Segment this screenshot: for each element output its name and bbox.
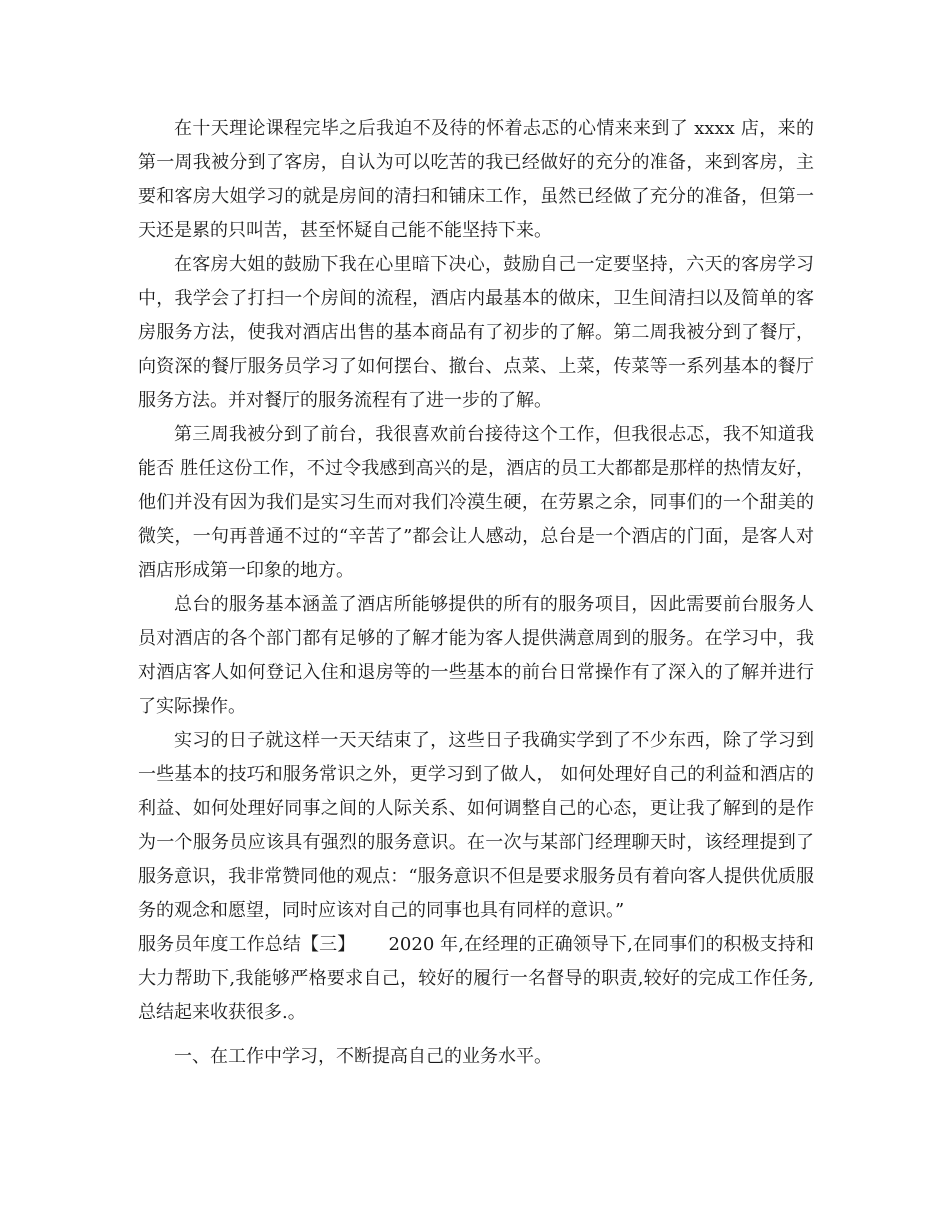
subheading: 一、在工作中学习，不断提高自己的业务水平。 bbox=[174, 1046, 552, 1067]
paragraph-front-desk-service: 总台的服务基本涵盖了酒店所能够提供的所有的服务项目，因此需要前台服务人员对酒店的各个部门都有足够的了解才能为客人提供满意周到的服务。在学习中，我对酒店客人如何登记入住和退房等的一些基本的前台日常操作有了深入的了解并进行了实际操作。 bbox=[138, 594, 814, 717]
paragraph-intro: 在十天理论课程完毕之后我迫不及待的怀着忐忑的心情来来到了 xxxx 店，来的第一周我被分到了客房，自认为可以吃苦的我已经做好的充分的准备，来到客房，主要和客房大姐学习的就是房间的清扫和铺床工作，虽然已经做了充分的准备，但第一天还是累的只叫苦，甚至怀疑自己能不能坚持下来。 bbox=[138, 118, 814, 241]
document-body bbox=[138, 112, 814, 1074]
paragraph-section-three: 服务员年度工作总结【三】 2020 年,在经理的正确领导下,在同事们的积极支持和大力帮助下,我能够严格要求自己，较好的履行一名督导的职责,较好的完成工作任务,总结起来收获很多.。 bbox=[138, 934, 814, 1023]
paragraph-conclusion: 实习的日子就这样一天天结束了，这些日子我确实学到了不少东西，除了学习到一些基本的技巧和服务常识之外，更学习到了做人， 如何处理好自己的利益和酒店的利益、如何处理好同事之间的人际关系、如何调整自己的心态，更让我了解到的是作为一个服务员应该具有强烈的服务意识。在一次与某部门经理聊天时，该经理提到了服务意识，我非常赞同他的观点：“服务意识不但是要求服务员有着向客人提供优质服务的观念和愿望，同时应该对自己的同事也具有同样的意识。” bbox=[138, 730, 814, 921]
paragraph-housekeeping: 在客房大姐的鼓励下我在心里暗下决心，鼓励自己一定要坚持，六天的客房学习中，我学会了打扫一个房间的流程，酒店内最基本的做床，卫生间清扫以及简单的客房服务方法，使我对酒店出售的基本商品有了初步的了解。第二周我被分到了餐厅，向资深的餐厅服务员学习了如何摆台、撤台、点菜、上菜，传菜等一系列基本的餐厅服务方法。并对餐厅的服务流程有了进一步的了解。 bbox=[138, 254, 814, 411]
paragraph-front-desk: 第三周我被分到了前台，我很喜欢前台接待这个工作，但我很忐忑，我不知道我能否 胜任这份工作，不过令我感到高兴的是，酒店的员工大都都是那样的热情友好，他们并没有因为我们是实习生而对我们冷漠生硬，在劳累之余，同事们的一个甜美的微笑，一句再普通不过的“辛苦了”都会让人感动，总台是一个酒店的门面，是客人对酒店形成第一印象的地方。 bbox=[138, 424, 814, 581]
